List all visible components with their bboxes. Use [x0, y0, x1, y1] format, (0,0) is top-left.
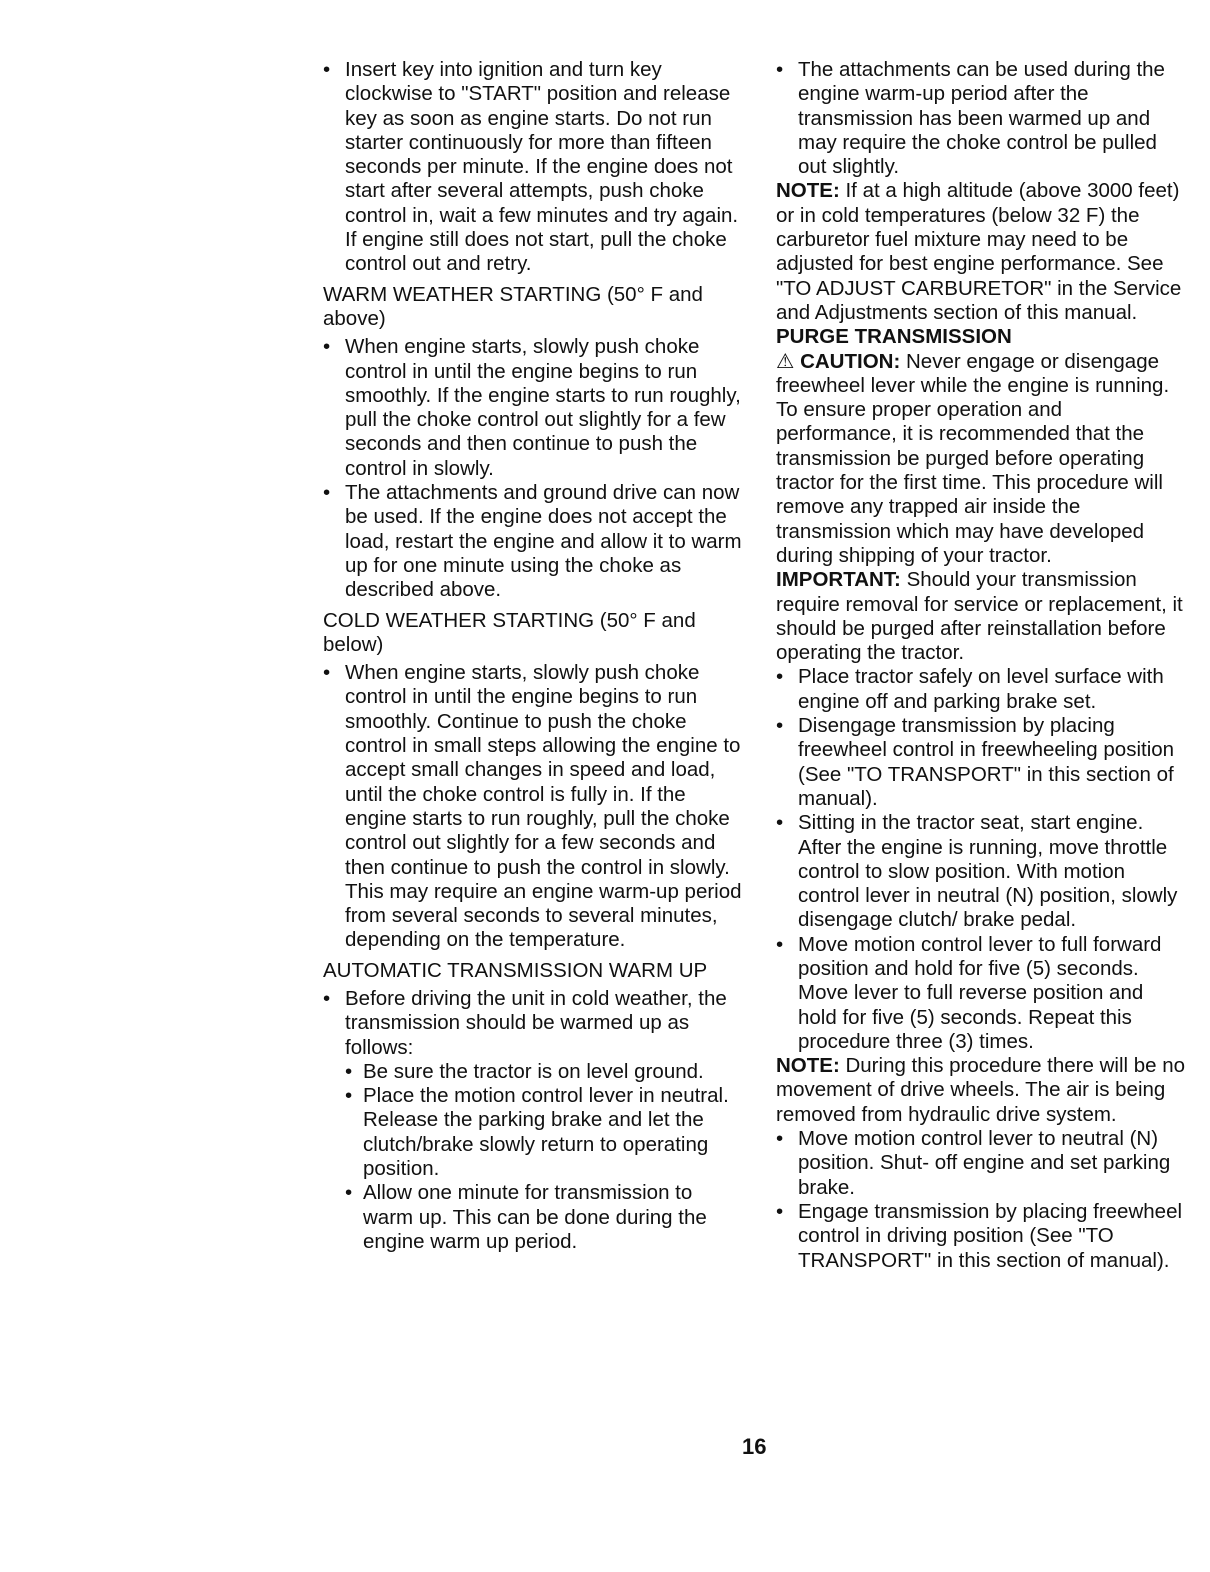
caution-paragraph: [776, 350, 1186, 399]
note-label: NOTE:: [776, 179, 840, 203]
note-text: During this procedure there will be no movement of drive wheels. The air is being removed from hydraulic drive system.: [776, 1054, 1186, 1126]
left-column: [323, 58, 743, 1254]
heading-auto-transmission: AUTOMATIC TRANSMISSION WARM UP: [323, 958, 708, 982]
bullet-start-engine: • Sitting in the tractor seat, start engine. After the engine is running, move throttle control to slow position. With motion control lever in neutral (N) position, slowly disengage clutch/ brake pedal.: [776, 811, 1186, 932]
purge-intro-paragraph: To ensure proper operation and performance, it is recommended that the transmission be purged before operating tractor for the first time. This procedure will remove any trapped air inside the transmission which may have developed during shipping of your tractor.: [776, 398, 1163, 567]
caution-label: CAUTION:: [800, 349, 901, 373]
warning-triangle-icon: ⚠: [776, 349, 801, 373]
bullet-cold-push-choke: • When engine starts, slowly push choke control in until the engine begins to run smoothly. Continue to push the choke control in small steps allowing the engine to accept small changes in speed and load, until the choke control is fully in. If the engine starts to run roughly, pull the choke control out slightly for a few seconds and then continue to push the control in slowly. This may require an engine warm-up period from several seconds to several minutes, depending on the temperature.: [323, 661, 743, 953]
bullet-neutral-shut-off: • Move motion control lever to neutral (N) position. Shut- off engine and set parking brake.: [776, 1127, 1186, 1200]
bullet-warm-attachments: • The attachments and ground drive can now be used. If the engine does not accept the load, restart the engine and allow it to warm up for one minute using the choke as described above.: [323, 481, 743, 602]
important-label: IMPORTANT:: [776, 568, 901, 592]
bullet-insert-key: • Insert key into ignition and turn key clockwise to "START" position and release key as soon as engine starts. Do not run starter continuously for more than fifteen seconds per minute. If the engine does not start after several attempts, push choke control in, wait a few minutes and try again. If engine still does not start, pull the choke control out and retry.: [323, 58, 743, 277]
note-altitude: [776, 179, 1186, 325]
heading-warm-weather: WARM WEATHER STARTING (50° F and above): [323, 282, 703, 330]
bullet-disengage-transmission: • Disengage transmission by placing freewheel control in freewheeling position (See "TO TRANSPORT" in this section of manual).: [776, 714, 1186, 811]
heading-cold-weather: COLD WEATHER STARTING (50° F and below): [323, 608, 696, 656]
bullet-attachments-warmup: • The attachments can be used during the engine warm-up period after the transmission has been warmed up and may require the choke control be pulled out slightly.: [776, 58, 1186, 179]
caution-text: Never engage or disengage freewheel lever while the engine is running.: [776, 349, 1170, 397]
bullet-place-tractor: • Place tractor safely on level surface with engine off and parking brake set.: [776, 665, 1186, 714]
sub-bullet-neutral: • Place the motion control lever in neutral. Release the parking brake and let the clutch/brake slowly return to operating position.: [345, 1084, 743, 1181]
sub-bullet-one-minute: • Allow one minute for transmission to warm up. This can be done during the engine warm up period.: [345, 1181, 743, 1254]
important-text: Should your transmission require removal for service or replacement, it should be purged after reinstallation before operating the tractor.: [776, 568, 1183, 665]
bullet-move-lever: • Move motion control lever to full forward position and hold for five (5) seconds. Move lever to full reverse position and hold for five (5) seconds. Repeat this procedure three (3) times.: [776, 933, 1186, 1054]
heading-purge-transmission: PURGE TRANSMISSION: [776, 325, 1012, 349]
bullet-warm-push-choke: • When engine starts, slowly push choke control in until the engine begins to run smoothly. If the engine starts to run roughly, pull the choke control out slightly for a few seconds and then continue to push the control in slowly.: [323, 335, 743, 481]
bullet-cold-weather-driving: • Before driving the unit in cold weather, the transmission should be warmed up as follows:: [323, 987, 743, 1060]
bullet-engage-transmission: • Engage transmission by placing freewheel control in driving position (See "TO TRANSPORT" in this section of manual).: [776, 1200, 1186, 1273]
right-column: [776, 58, 1186, 1273]
note-label: NOTE:: [776, 1054, 840, 1078]
sub-bullet-level-ground: • Be sure the tractor is on level ground.: [345, 1060, 743, 1084]
page-number: 16: [742, 1434, 767, 1459]
note-text: If at a high altitude (above 3000 feet) or in cold temperatures (below 32 F) the carburetor fuel mixture may need to be adjusted for best engine performance. See "TO ADJUST CARBURETOR" in the Service and Adjustments section of this manual.: [776, 179, 1182, 324]
important-paragraph: [776, 568, 1186, 665]
note-drive-wheels: [776, 1054, 1186, 1127]
